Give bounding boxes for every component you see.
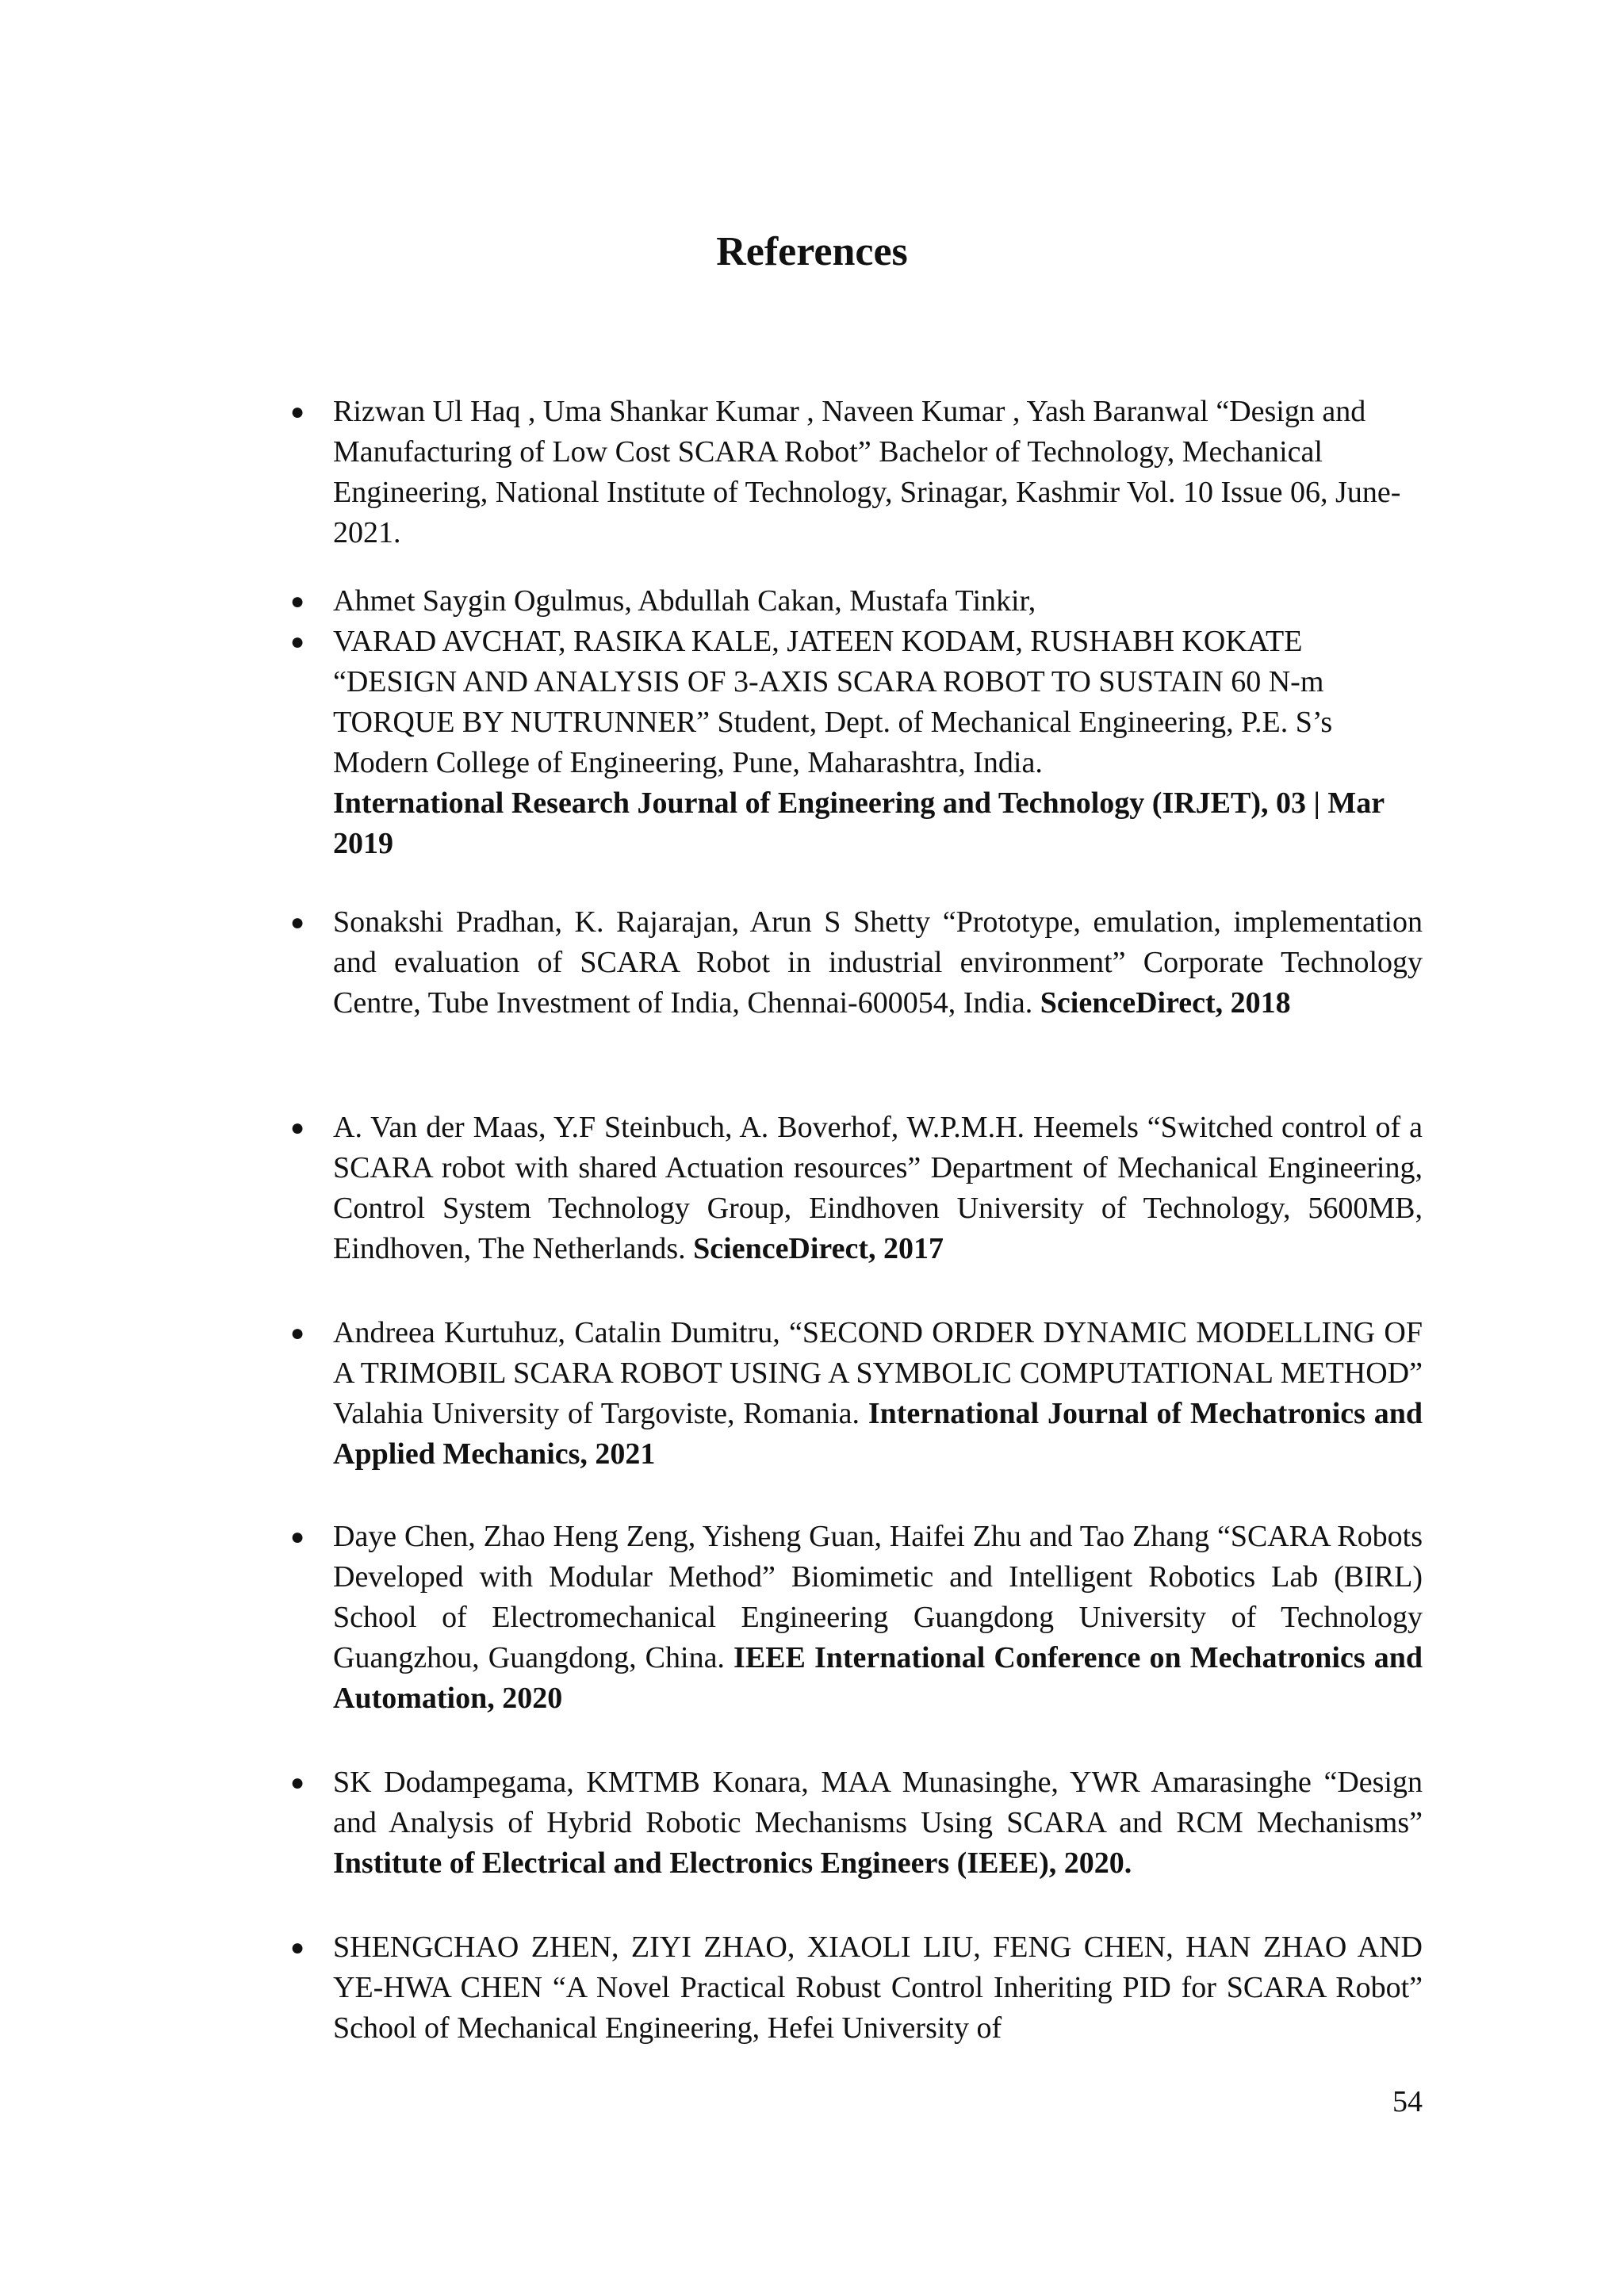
bullet-icon: ● [289, 1524, 305, 1550]
reference-text: SHENGCHAO ZHEN, ZIYI ZHAO, XIAOLI LIU, FENG CHEN, HAN ZHAO AND YE-HWA CHEN “A Novel Practical Robust Control Inheriting PID for SCARA Robot” School of Mechanical Engineering, Hefei University of [333, 1931, 1423, 2045]
reference-item [289, 1517, 1423, 1719]
reference-authors-affiliation: A. Van der Maas, Y.F Steinbuch, A. Boverhof, W.P.M.H. Heemels “Switched control of a SCARA robot with shared Actuation resources” Department of Mechanical Engineering, Control System Technology Group, Eindhoven University of Technology, 5600MB, Eindhoven, The Netherlands. [333, 1111, 1423, 1265]
reference-text [333, 1313, 1423, 1475]
bullet-icon: ● [289, 909, 305, 936]
reference-publication: Institute of Electrical and Electronics Engineers (IEEE), 2020. [333, 1846, 1132, 1880]
bullet-icon: ● [289, 1770, 305, 1796]
reference-item [289, 1108, 1423, 1269]
bullet-icon: ● [289, 1115, 305, 1141]
page-title: References [716, 229, 908, 274]
reference-item [289, 902, 1423, 1024]
reference-item [289, 1762, 1423, 1884]
bullet-icon: ● [289, 629, 305, 655]
reference-publication: IEEE International Conference on Mechatronics and Automation, 2020 [333, 1641, 1423, 1715]
reference-authors-affiliation: SK Dodampegama, KMTMB Konara, MAA Munasinghe, YWR Amarasinghe “Design and Analysis of Hybrid Robotic Mechanisms Using SCARA and RCM Mechanisms” [333, 1766, 1423, 1839]
reference-item [289, 1313, 1423, 1475]
reference-text: Rizwan Ul Haq , Uma Shankar Kumar , Naveen Kumar , Yash Baranwal “Design and Manufacturing of Low Cost SCARA Robot” Bachelor of Technology, Mechanical Engineering, National Institute of Technology, Srinagar, Kashmir Vol. 10 Issue 06, June-2021. [333, 395, 1401, 549]
reference-text [333, 1762, 1423, 1884]
reference-text [333, 902, 1423, 1024]
bullet-icon: ● [289, 588, 305, 614]
reference-authors-affiliation: Daye Chen, Zhao Heng Zeng, Yisheng Guan, Haifei Zhu and Tao Zhang “SCARA Robots Developed with Modular Method” Biomimetic and Intelligent Robotics Lab (BIRL) School of Electromechanical Engineering Guangdong University of Technology Guangzhou, Guangdong, China. [333, 1520, 1423, 1674]
reference-publication: ScienceDirect, 2018 [1040, 986, 1291, 1020]
reference-item [289, 1927, 1423, 2049]
reference-authors-affiliation: VARAD AVCHAT, RASIKA KALE, JATEEN KODAM, RUSHABH KOKATE “DESIGN AND ANALYSIS OF 3-AXIS SCARA ROBOT TO SUSTAIN 60 N-m TORQUE BY NUTRUNNER” Student, Dept. of Mechanical Engineering, P.E. S’s Modern College of Engineering, Pune, Maharashtra, India. [333, 625, 1333, 779]
bullet-icon: ● [289, 399, 305, 425]
reference-item [289, 392, 1423, 553]
bullet-icon: ● [289, 1934, 305, 1961]
reference-text: Ahmet Saygin Ogulmus, Abdullah Cakan, Mustafa Tinkir, [333, 584, 1036, 618]
page-number: 54 [1392, 2085, 1423, 2118]
reference-text [333, 622, 1423, 864]
reference-text [333, 1517, 1423, 1719]
reference-publication: International Journal of Mechatronics and Applied Mechanics, 2021 [333, 1397, 1423, 1471]
reference-publication: ScienceDirect, 2017 [693, 1232, 944, 1265]
reference-publication: International Research Journal of Engineering and Technology (IRJET), 03 | Mar 2019 [333, 786, 1385, 860]
reference-item [289, 581, 1423, 622]
reference-authors-affiliation: Sonakshi Pradhan, K. Rajarajan, Arun S Shetty “Prototype, emulation, implementation and evaluation of SCARA Robot in industrial environment” Corporate Technology Centre, Tube Investment of India, Chennai-600054, India. [333, 905, 1423, 1020]
reference-item [289, 622, 1423, 864]
reference-text [333, 1108, 1423, 1269]
reference-authors-affiliation: Andreea Kurtuhuz, Catalin Dumitru, “SECOND ORDER DYNAMIC MODELLING OF A TRIMOBIL SCARA ROBOT USING A SYMBOLIC COMPUTATIONAL METHOD” Valahia University of Targoviste, Romania. [333, 1316, 1423, 1430]
bullet-icon: ● [289, 1320, 305, 1346]
